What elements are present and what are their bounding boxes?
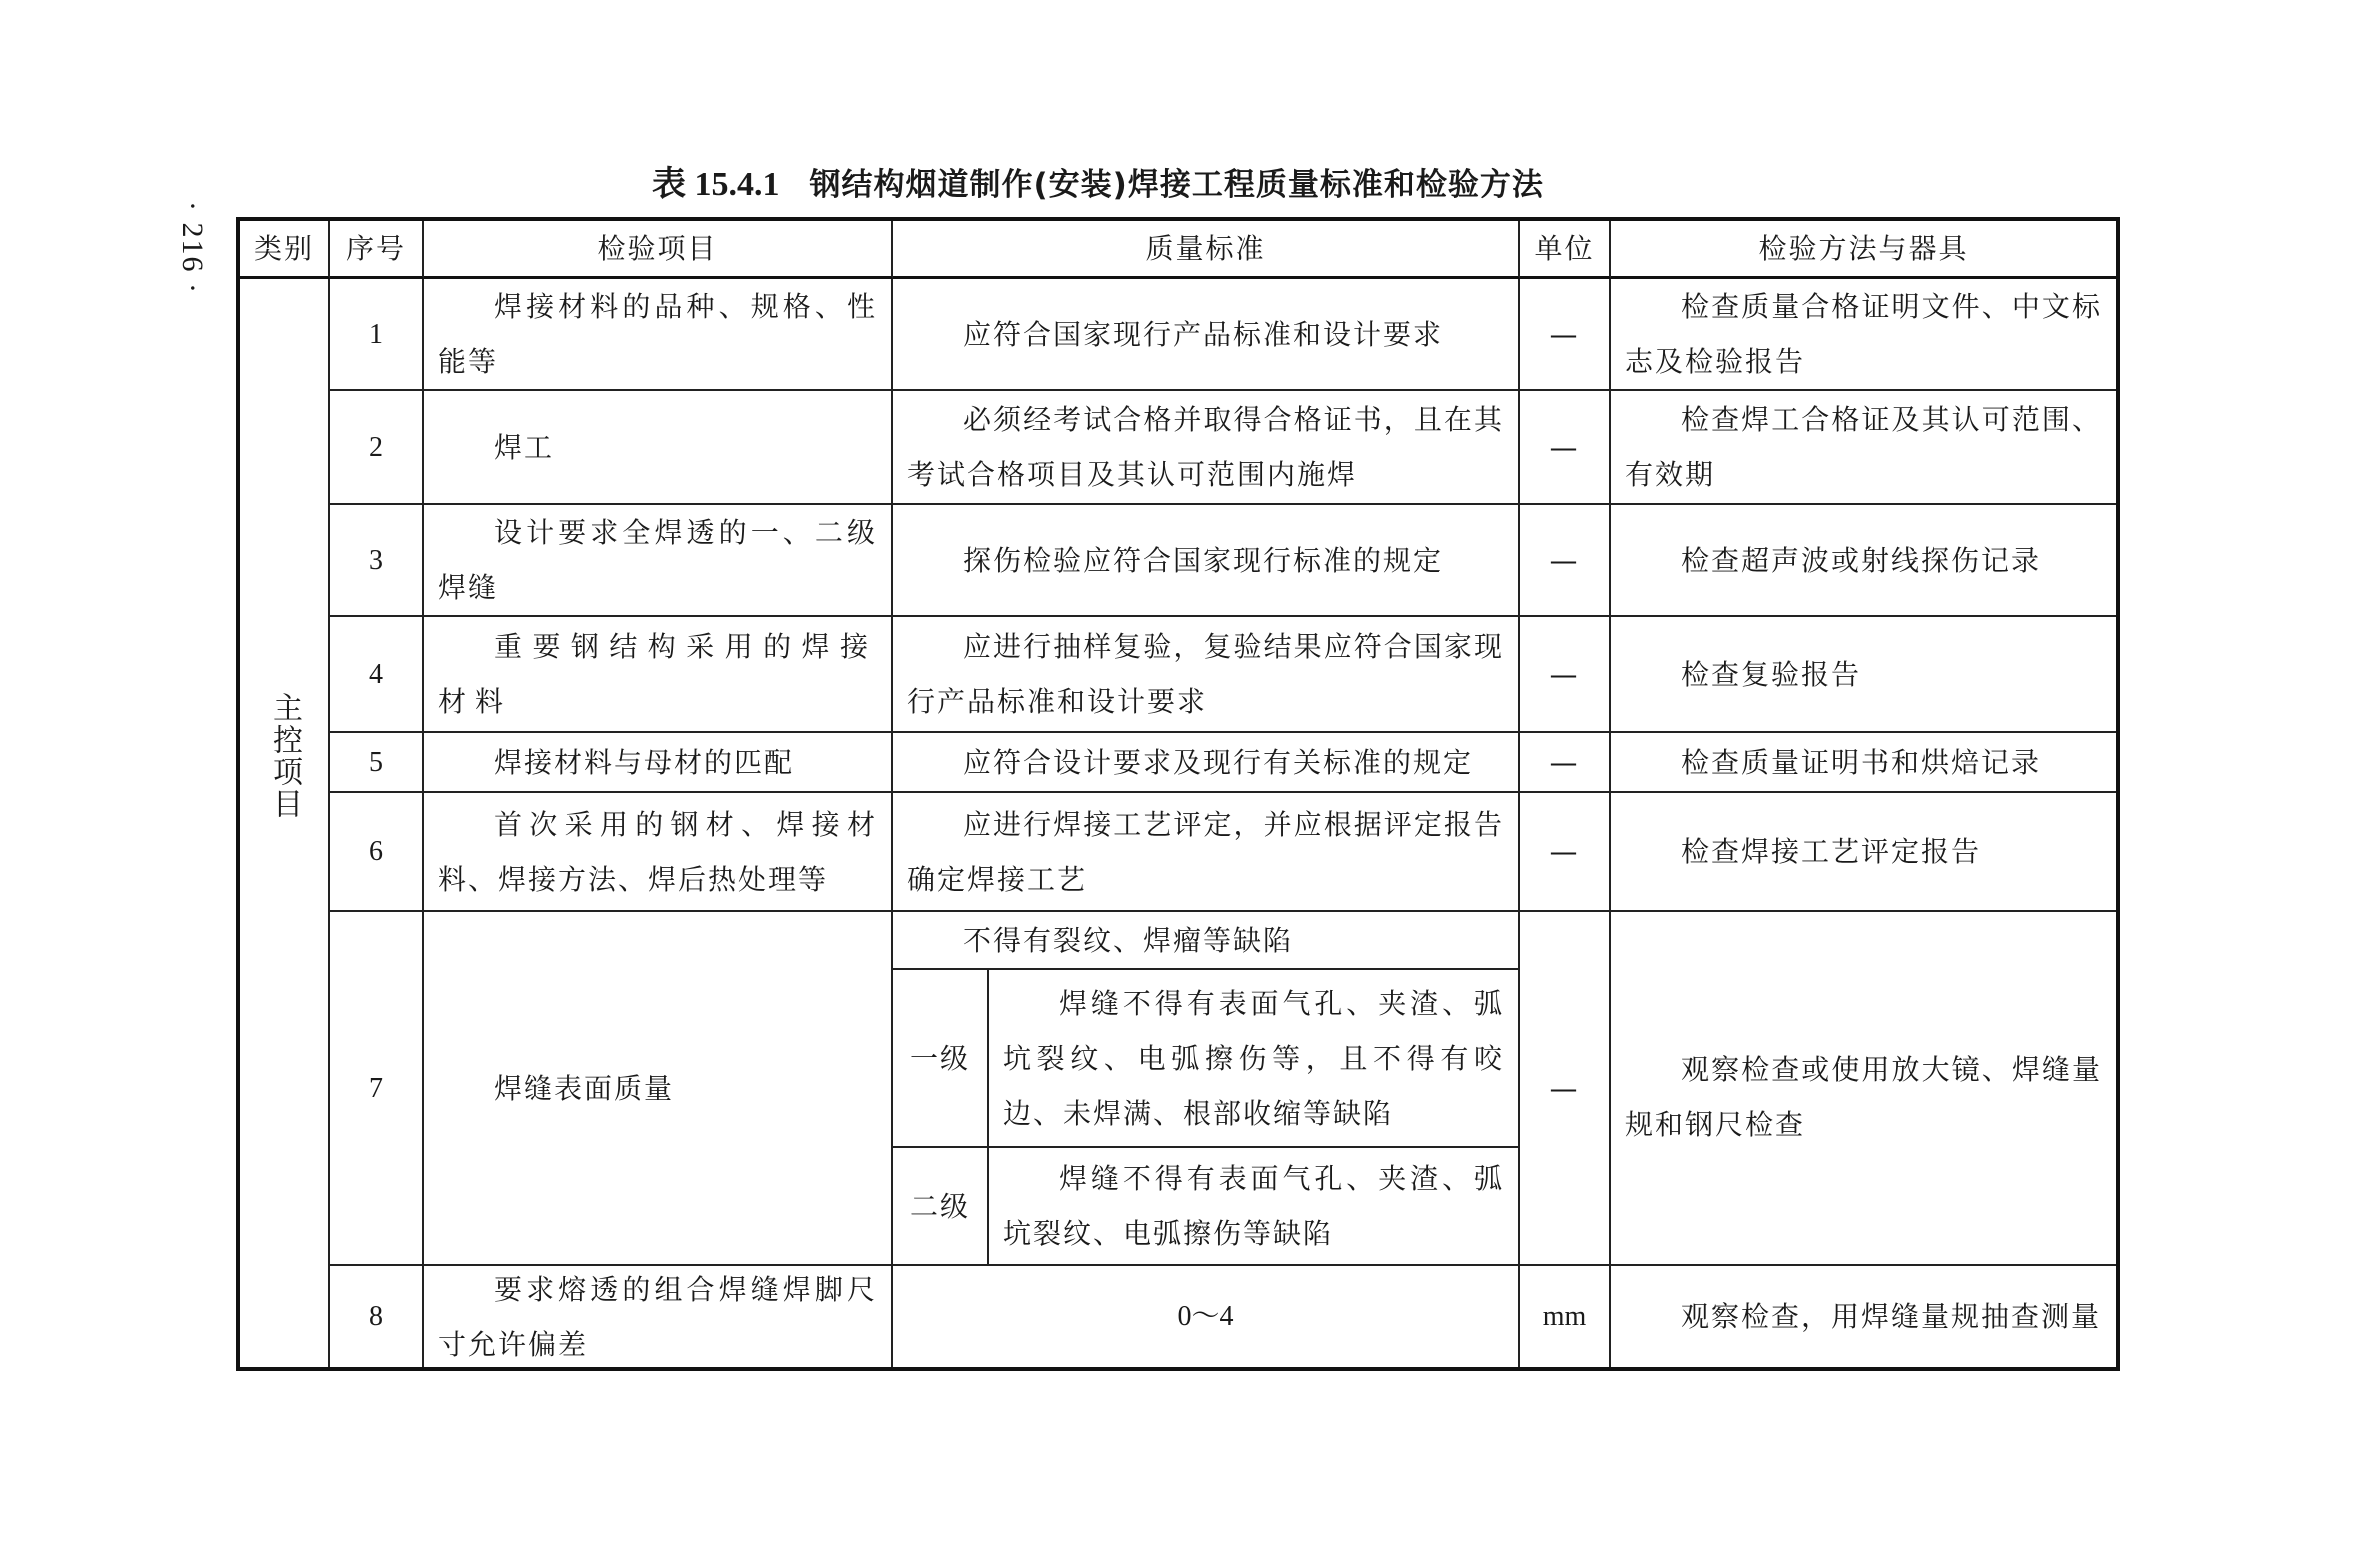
table-row-5-method xyxy=(1611,733,2116,793)
page-number xyxy=(172,180,212,315)
table-row-2-no xyxy=(330,391,424,505)
table-row-8-standard xyxy=(893,1266,1520,1367)
table-row-8-method xyxy=(1611,1266,2116,1367)
row-number: 8 xyxy=(369,1301,383,1332)
item-text: 要求熔透的组合焊缝焊脚尺寸允许偏差 xyxy=(438,1272,877,1361)
standard-text: 不得有裂纹、焊瘤等缺陷 xyxy=(963,923,1294,957)
table-row-1-method xyxy=(1611,279,2116,391)
method-text: 观察检查，用焊缝量规抽查测量 xyxy=(1681,1300,2102,1333)
unit-text: — xyxy=(1549,657,1580,691)
table-row-3-no xyxy=(330,505,424,617)
table-row-7-no xyxy=(330,912,424,1266)
unit-text: — xyxy=(1549,543,1580,577)
item-text: 焊工 xyxy=(494,430,555,464)
header-standard xyxy=(893,221,1520,279)
table-row-5-standard xyxy=(893,733,1520,793)
row-number: 4 xyxy=(369,658,383,690)
table-row-6-no xyxy=(330,793,424,912)
unit-text: mm xyxy=(1542,1301,1587,1332)
table-row-3-unit xyxy=(1520,505,1611,617)
quality-standard-table xyxy=(236,217,2120,1371)
standard-text: 应符合设计要求及现行有关标准的规定 xyxy=(963,745,1474,779)
table-row-7-method xyxy=(1611,912,2116,1266)
standard-text: 必须经考试合格并取得合格证书，且在其考试合格项目及其认可范围内施焊 xyxy=(907,403,1504,491)
table-row-7-grade-1-label xyxy=(893,970,989,1148)
category-cell xyxy=(240,279,330,1367)
row-number: 1 xyxy=(369,318,383,350)
table-row-7-grade-1-standard xyxy=(989,970,1520,1148)
table-row-4-method xyxy=(1611,617,2116,733)
table-row-5-no xyxy=(330,733,424,793)
method-text: 观察检查或使用放大镜、焊缝量规和钢尺检查 xyxy=(1625,1053,2102,1141)
table-number: 表 15.4.1 xyxy=(652,166,780,203)
header-label: 检验方法与器具 xyxy=(1758,232,1969,265)
header-label: 检验项目 xyxy=(597,232,718,265)
method-text: 检查质量合格证明文件、中文标志及检验报告 xyxy=(1625,290,2102,378)
item-text: 首次采用的钢材、焊接材料、焊接方法、焊后热处理等 xyxy=(438,807,877,896)
table-row-6-standard xyxy=(893,793,1520,912)
method-text: 检查复验报告 xyxy=(1681,657,1862,691)
table-row-8-item xyxy=(424,1266,893,1367)
header-number xyxy=(330,221,424,279)
table-title xyxy=(652,156,1544,205)
unit-text: — xyxy=(1549,430,1580,464)
table-row-3-standard xyxy=(893,505,1520,617)
header-item xyxy=(424,221,893,279)
row-number: 5 xyxy=(369,746,383,778)
table-row-2-method xyxy=(1611,391,2116,505)
row-number: 2 xyxy=(369,431,383,463)
row-number: 3 xyxy=(369,544,383,576)
table-row-7-item xyxy=(424,912,893,1266)
standard-text: 0～4 xyxy=(1177,1301,1234,1332)
header-label: 序号 xyxy=(345,232,406,265)
table-row-6-method xyxy=(1611,793,2116,912)
table-title-text: 钢结构烟道制作(安装)焊接工程质量标准和检验方法 xyxy=(809,167,1544,203)
table-row-1-unit xyxy=(1520,279,1611,391)
method-text: 检查质量证明书和烘焙记录 xyxy=(1681,745,2042,779)
table-row-2-unit xyxy=(1520,391,1611,505)
header-unit xyxy=(1520,221,1611,279)
standard-text: 应进行焊接工艺评定，并应根据评定报告确定焊接工艺 xyxy=(907,807,1504,896)
row-number: 6 xyxy=(369,836,383,867)
table-row-5-item xyxy=(424,733,893,793)
table-row-8-no xyxy=(330,1266,424,1367)
method-text: 检查超声波或射线探伤记录 xyxy=(1681,543,2042,577)
item-text: 焊接材料与母材的匹配 xyxy=(494,745,795,779)
header-label: 类别 xyxy=(254,232,315,265)
table-row-2-item xyxy=(424,391,893,505)
item-text: 焊缝表面质量 xyxy=(494,1071,675,1105)
unit-text: — xyxy=(1549,745,1580,779)
table-row-6-item xyxy=(424,793,893,912)
item-text: 重要钢结构采用的焊接材料 xyxy=(438,630,877,718)
standard-text: 应进行抽样复验，复验结果应符合国家现行产品标准和设计要求 xyxy=(907,630,1504,718)
standard-text: 探伤检验应符合国家现行标准的规定 xyxy=(963,543,1444,577)
table-row-1-standard xyxy=(893,279,1520,391)
header-label: 单位 xyxy=(1534,232,1595,265)
table-row-4-item xyxy=(424,617,893,733)
table-row-8-unit xyxy=(1520,1266,1611,1367)
table-row-7-unit xyxy=(1520,912,1611,1266)
standard-text: 应符合国家现行产品标准和设计要求 xyxy=(963,317,1444,351)
method-text: 检查焊接工艺评定报告 xyxy=(1681,835,1982,868)
unit-text: — xyxy=(1549,317,1580,351)
table-row-1-no xyxy=(330,279,424,391)
header-label: 质量标准 xyxy=(1145,232,1266,265)
standard-text: 焊缝不得有表面气孔、夹渣、弧坑裂纹、电弧擦伤等缺陷 xyxy=(1003,1162,1504,1250)
page-number-text: · 216 · xyxy=(176,200,210,295)
table-row-7-grade-2-label xyxy=(893,1148,989,1266)
table-row-3-item xyxy=(424,505,893,617)
header-method xyxy=(1611,221,2116,279)
table-row-1-item xyxy=(424,279,893,391)
table-row-5-unit xyxy=(1520,733,1611,793)
grade-label: 二级 xyxy=(909,1189,970,1223)
unit-text: — xyxy=(1549,1071,1580,1105)
table-row-7-grade-2-standard xyxy=(989,1148,1520,1266)
table-row-7-standard-general xyxy=(893,912,1520,970)
table-row-4-standard xyxy=(893,617,1520,733)
table-row-4-unit xyxy=(1520,617,1611,733)
header-category xyxy=(240,221,330,279)
table-row-2-standard xyxy=(893,391,1520,505)
item-text: 焊接材料的品种、规格、性能等 xyxy=(438,290,877,378)
row-number: 7 xyxy=(369,1072,383,1104)
standard-text: 焊缝不得有表面气孔、夹渣、弧坑裂纹、电弧擦伤等，且不得有咬边、未焊满、根部收缩等缺陷 xyxy=(1003,986,1504,1130)
grade-label: 一级 xyxy=(909,1041,970,1075)
category-label: 主控项目 xyxy=(267,692,302,820)
unit-text: — xyxy=(1549,835,1580,868)
item-text: 设计要求全焊透的一、二级焊缝 xyxy=(438,516,877,604)
table-row-4-no xyxy=(330,617,424,733)
table-row-6-unit xyxy=(1520,793,1611,912)
table-row-3-method xyxy=(1611,505,2116,617)
method-text: 检查焊工合格证及其认可范围、有效期 xyxy=(1625,403,2102,491)
